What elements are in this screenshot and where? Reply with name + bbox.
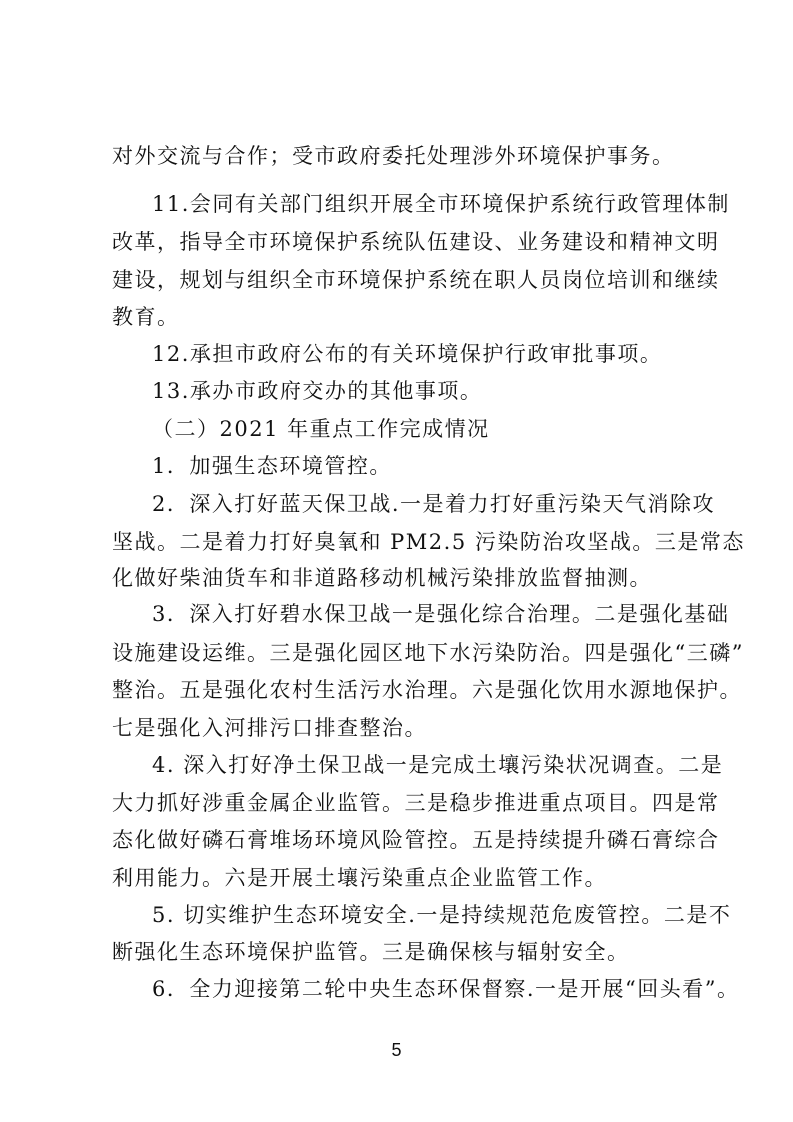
paragraph-line: 5. 切实维护生态环境安全.一是持续规范危废管控。二是不	[152, 903, 732, 927]
paragraph-line: 13.承办市政府交办的其他事项。	[152, 379, 483, 403]
paragraph-line: 设施建设运维。三是强化园区地下水污染防治。四是强化“三磷”	[112, 641, 744, 665]
paragraph-line: 利用能力。六是开展土壤污染重点企业监管工作。	[112, 866, 607, 890]
paragraph-line: 11.会同有关部门组织开展全市环境保护系统行政管理体制	[152, 192, 730, 216]
paragraph-line: 1．加强生态环境管控。	[152, 454, 392, 478]
paragraph-line: 12.承担市政府公布的有关环境保护行政审批事项。	[152, 342, 663, 366]
page-number: 5	[391, 1040, 402, 1060]
paragraph-line: 化做好柴油货车和非道路移动机械污染排放监督抽测。	[112, 566, 652, 590]
paragraph-line: 大力抓好涉重金属企业监管。三是稳步推进重点项目。四是常	[112, 791, 720, 815]
paragraph-line: 3．深入打好碧水保卫战一是强化综合治理。二是强化基础	[152, 602, 730, 626]
paragraph-line: 整治。五是强化农村生活污水治理。六是强化饮用水源地保护。	[112, 678, 742, 702]
paragraph-line: 6．全力迎接第二轮中央生态环保督察.一是开展“回头看”。	[152, 977, 740, 1001]
paragraph-line: 改革，指导全市环境保护系统队伍建设、业务建设和精神文明	[112, 230, 720, 254]
paragraph-line: 坚战。二是着力打好臭氧和 PM2.5 污染防治攻坚战。三是常态	[112, 530, 745, 554]
paragraph-line: 4. 深入打好净土保卫战一是完成土壤污染状况调查。二是	[152, 753, 724, 777]
paragraph-line: 对外交流与合作；受市政府委托处理涉外环境保护事务。	[112, 144, 675, 168]
section-heading: （二）2021 年重点工作完成情况	[152, 417, 490, 441]
paragraph-line: 七是强化入河排污口排查整治。	[112, 716, 427, 740]
paragraph-line: 断强化生态环境保护监管。三是确保核与辐射安全。	[112, 940, 630, 964]
paragraph-line: 2．深入打好蓝天保卫战.一是着力打好重污染天气消除攻	[152, 492, 716, 516]
paragraph-line: 建设，规划与组织全市环境保护系统在职人员岗位培训和继续	[112, 268, 720, 292]
paragraph-line: 态化做好磷石膏堆场环境风险管控。五是持续提升磷石膏综合	[112, 828, 720, 852]
paragraph-line: 教育。	[112, 305, 180, 329]
